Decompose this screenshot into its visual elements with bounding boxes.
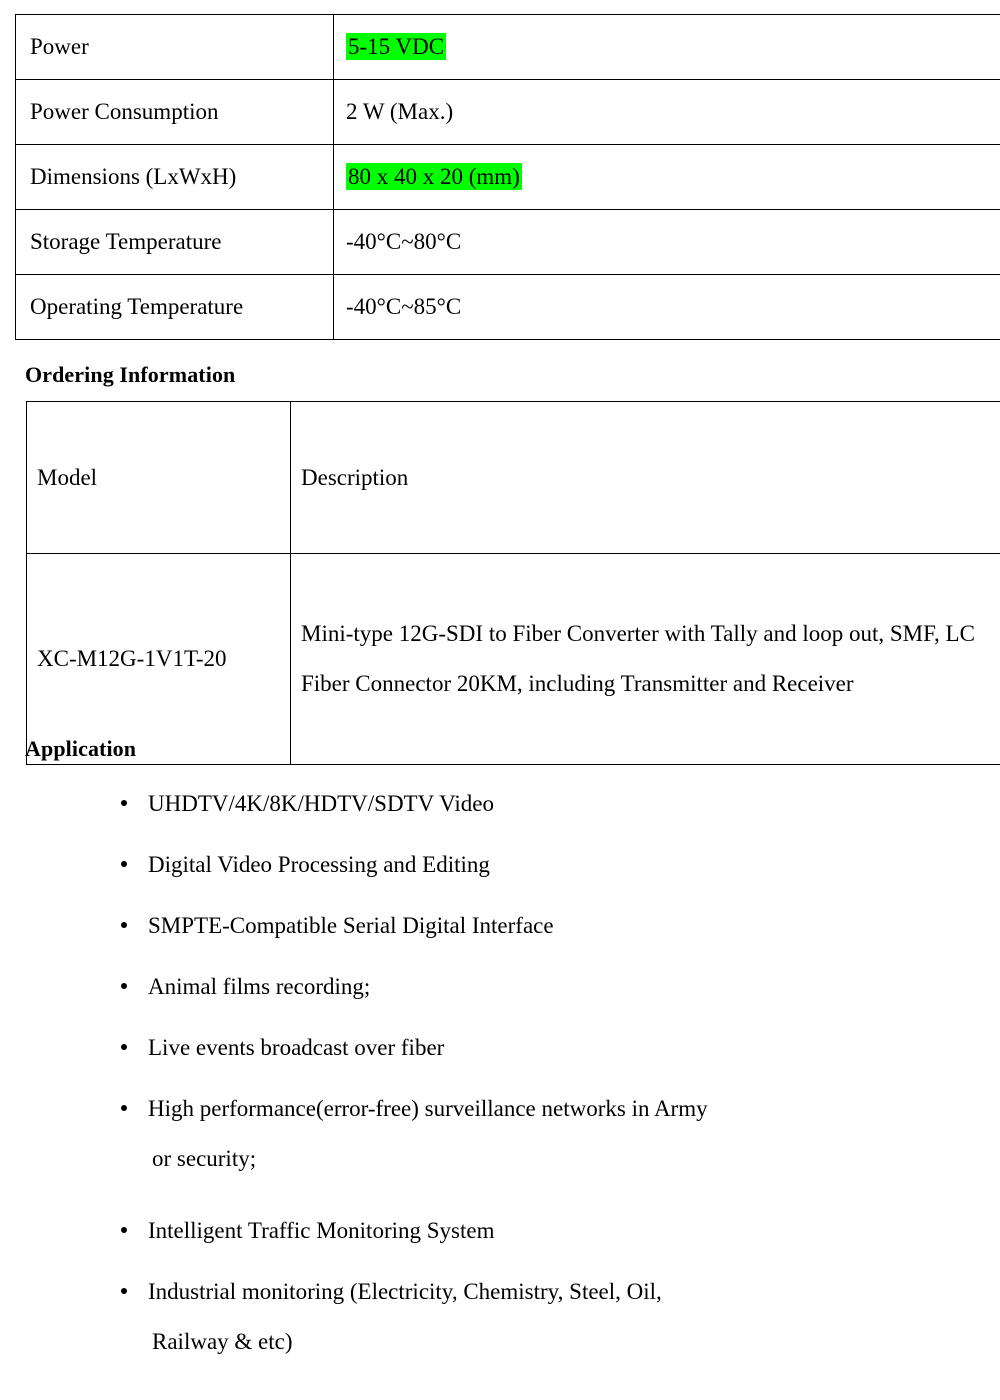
list-item-label: UHDTV/4K/8K/HDTV/SDTV Video: [148, 791, 494, 816]
list-item: [0, 790, 1000, 851]
spec-value-operating-temperature: -40°C~85°C: [334, 275, 1000, 340]
bullet-icon: [121, 800, 127, 806]
list-item-label: SMPTE-Compatible Serial Digital Interface: [148, 913, 554, 938]
bullet-icon: [121, 1044, 127, 1050]
list-item-continuation: Railway & etc): [152, 1328, 1000, 1356]
table-row: [16, 15, 1000, 80]
highlighted-value: 5-15 VDC: [346, 33, 446, 60]
spec-value-storage-temperature: -40°C~80°C: [334, 210, 1000, 275]
highlighted-value: 80 x 40 x 20 (mm): [346, 163, 522, 190]
list-item: [0, 1095, 1000, 1217]
ordering-information-heading: Ordering Information: [25, 362, 235, 388]
bullet-icon: [121, 1227, 127, 1233]
spec-label-power: Power: [16, 15, 334, 80]
list-item: [0, 1217, 1000, 1278]
column-header-description: Description: [291, 402, 1000, 554]
specifications-table-body: [16, 15, 1000, 340]
list-item-continuation: or security;: [152, 1145, 1000, 1173]
spec-label-operating-temperature: Operating Temperature: [16, 275, 334, 340]
bullet-icon: [121, 983, 127, 989]
bullet-icon: [121, 861, 127, 867]
bullet-icon: [121, 922, 127, 928]
spec-value-power: [334, 15, 1000, 80]
ordering-table-body: [27, 402, 1000, 765]
application-list: [0, 790, 1000, 1400]
list-item: [0, 1278, 1000, 1400]
table-header-row: [27, 402, 1000, 554]
list-item-label: Live events broadcast over fiber: [148, 1035, 444, 1060]
table-row: [16, 80, 1000, 145]
spec-value-dimensions: [334, 145, 1000, 210]
list-item-label: Digital Video Processing and Editing: [148, 852, 490, 877]
list-item: [0, 851, 1000, 912]
table-row: [16, 275, 1000, 340]
table-row: [16, 210, 1000, 275]
list-item: [0, 912, 1000, 973]
table-row: [16, 145, 1000, 210]
order-model-value: XC-M12G-1V1T-20: [27, 554, 291, 765]
spec-label-power-consumption: Power Consumption: [16, 80, 334, 145]
list-item-label: Industrial monitoring (Electricity, Chemistry, Steel, Oil,: [148, 1279, 662, 1304]
list-item-label: Animal films recording;: [148, 974, 370, 999]
list-item-label: High performance(error-free) surveillance networks in Army: [148, 1096, 708, 1121]
ordering-information-table: [26, 401, 1000, 765]
spec-label-storage-temperature: Storage Temperature: [16, 210, 334, 275]
spec-label-dimensions: Dimensions (LxWxH): [16, 145, 334, 210]
list-item: [0, 1034, 1000, 1095]
list-item: [0, 973, 1000, 1034]
list-item-label: Intelligent Traffic Monitoring System: [148, 1218, 494, 1243]
bullet-icon: [121, 1288, 127, 1294]
spec-value-power-consumption: 2 W (Max.): [334, 80, 1000, 145]
specifications-table: [15, 14, 1000, 340]
order-description-value: [291, 554, 1000, 765]
column-header-model: Model: [27, 402, 291, 554]
application-heading: Application: [25, 736, 136, 762]
order-description-text: Mini-type 12G-SDI to Fiber Converter with Tally and loop out, SMF, LC Fiber Connector 20KM, including Transmitter and Receiver: [301, 609, 998, 709]
bullet-icon: [121, 1105, 127, 1111]
table-row: [27, 554, 1000, 765]
